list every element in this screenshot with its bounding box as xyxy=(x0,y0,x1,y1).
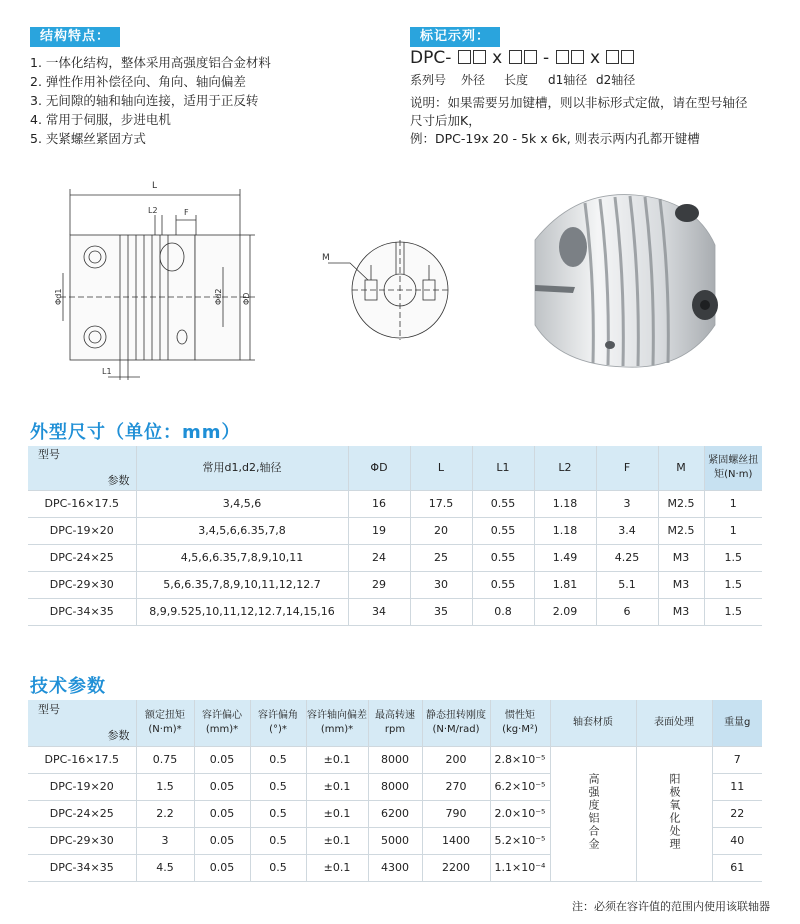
table-cell: 29 xyxy=(348,571,410,598)
features-list xyxy=(30,53,271,148)
dims-table-title: 外型尺寸（单位：mm） xyxy=(30,422,241,443)
feature-item: 1. 一体化结构，整体采用高强度铝合金材料 xyxy=(30,55,271,70)
marking-prefix: DPC- xyxy=(410,48,452,68)
table-cell: ±0.1 xyxy=(306,854,368,881)
side-view-drawing xyxy=(54,175,260,390)
marking-sub-series: 系列号 xyxy=(410,73,447,87)
feature-item: 5. 夹紧螺丝紧固方式 xyxy=(30,131,146,146)
surface-cell xyxy=(636,746,712,881)
placeholder-box xyxy=(621,50,634,64)
marking-note xyxy=(410,94,748,148)
table-cell: 0.05 xyxy=(194,854,250,881)
table-cell: 0.5 xyxy=(250,827,306,854)
table-cell: 4300 xyxy=(368,854,422,881)
table-cell: 4,5,6,6.35,7,8,9,10,11 xyxy=(136,544,348,571)
table-cell: 22 xyxy=(712,800,762,827)
table-cell: 5.1 xyxy=(596,571,658,598)
table-cell: 0.55 xyxy=(472,544,534,571)
table-cell: 8,9,9.525,10,11,12,12.7,14,15,16 xyxy=(136,598,348,625)
table-cell: 3,4,5,6,6.35,7,8 xyxy=(136,517,348,544)
corner-model: 型号 xyxy=(38,447,60,461)
table-cell: 1.49 xyxy=(534,544,596,571)
table-cell: 1.5 xyxy=(704,598,762,625)
table-row xyxy=(28,598,762,625)
table-cell: 6.2×10⁻⁵ xyxy=(490,773,550,800)
dims-header: M xyxy=(658,446,704,490)
table-cell: 6 xyxy=(596,598,658,625)
tech-header: 惯性矩(kg·M²) xyxy=(490,700,550,746)
model-cell: DPC-34×35 xyxy=(28,598,136,625)
label-d2: Φd2 xyxy=(214,288,223,305)
placeholder-box xyxy=(509,50,522,64)
table-cell: M2.5 xyxy=(658,490,704,517)
surface-text: 阳极氧化处理 xyxy=(668,773,681,851)
marking-sub-d2: d2轴径 xyxy=(596,73,636,87)
marking-dash: - xyxy=(543,48,550,68)
table-cell: 8000 xyxy=(368,746,422,773)
table-row xyxy=(28,517,762,544)
model-cell: DPC-16×17.5 xyxy=(28,490,136,517)
end-view-drawing xyxy=(310,235,470,345)
table-cell: 2.0×10⁻⁵ xyxy=(490,800,550,827)
dims-table xyxy=(28,446,762,626)
table-cell: 3 xyxy=(136,827,194,854)
table-cell: 1.5 xyxy=(136,773,194,800)
table-cell: 4.5 xyxy=(136,854,194,881)
label-d1: Φd1 xyxy=(54,288,63,305)
table-cell: 0.55 xyxy=(472,517,534,544)
table-cell: 35 xyxy=(410,598,472,625)
table-cell: 0.5 xyxy=(250,800,306,827)
table-cell: M3 xyxy=(658,571,704,598)
feature-item: 4. 常用于伺服，步进电机 xyxy=(30,112,171,127)
table-cell: 1.5 xyxy=(704,571,762,598)
model-cell: DPC-19×20 xyxy=(28,517,136,544)
feature-item: 3. 无间隙的轴和轴向连接，适用于正反转 xyxy=(30,93,259,108)
model-cell: DPC-24×25 xyxy=(28,800,136,827)
table-cell: 5.2×10⁻⁵ xyxy=(490,827,550,854)
table-cell: 1.18 xyxy=(534,490,596,517)
tech-header: 最高转速rpm xyxy=(368,700,422,746)
model-cell: DPC-19×20 xyxy=(28,773,136,800)
tech-header-row xyxy=(28,700,762,746)
table-cell: 0.05 xyxy=(194,827,250,854)
table-row xyxy=(28,571,762,598)
table-cell: 25 xyxy=(410,544,472,571)
dims-header: 常用d1,d2,轴径 xyxy=(136,446,348,490)
marking-x1: x xyxy=(492,48,503,68)
model-cell: DPC-24×25 xyxy=(28,544,136,571)
table-cell: 0.05 xyxy=(194,746,250,773)
footnote: 注：必须在容许值的范围内使用该联轴器 xyxy=(572,900,770,913)
table-cell: 1400 xyxy=(422,827,490,854)
note-line: 例：DPC-19x 20 - 5k x 6k, 则表示两内孔都开键槽 xyxy=(410,131,700,146)
table-cell: 0.5 xyxy=(250,854,306,881)
placeholder-box xyxy=(571,50,584,64)
dims-corner-header xyxy=(28,446,136,490)
placeholder-box xyxy=(458,50,471,64)
material-text: 高强度铝合金 xyxy=(587,773,600,851)
model-cell: DPC-16×17.5 xyxy=(28,746,136,773)
table-cell: 5000 xyxy=(368,827,422,854)
table-cell: ±0.1 xyxy=(306,746,368,773)
model-cell: DPC-34×35 xyxy=(28,854,136,881)
table-cell: 3 xyxy=(596,490,658,517)
table-cell: 8000 xyxy=(368,773,422,800)
tech-header: 容许偏角(°)* xyxy=(250,700,306,746)
table-cell: 1.1×10⁻⁴ xyxy=(490,854,550,881)
tech-corner-header xyxy=(28,700,136,746)
table-cell: M2.5 xyxy=(658,517,704,544)
table-cell: ±0.1 xyxy=(306,827,368,854)
tech-header: 容许轴向偏差(mm)* xyxy=(306,700,368,746)
table-cell: 19 xyxy=(348,517,410,544)
table-cell: 11 xyxy=(712,773,762,800)
dims-header: ΦD xyxy=(348,446,410,490)
label-L: L xyxy=(152,181,158,191)
table-cell: 1.81 xyxy=(534,571,596,598)
table-cell: 790 xyxy=(422,800,490,827)
placeholder-box xyxy=(524,50,537,64)
dims-header: F xyxy=(596,446,658,490)
placeholder-box xyxy=(473,50,486,64)
table-cell: 5,6,6.35,7,8,9,10,11,12,12.7 xyxy=(136,571,348,598)
table-cell: M3 xyxy=(658,544,704,571)
table-cell: 7 xyxy=(712,746,762,773)
table-cell: 1 xyxy=(704,490,762,517)
corner-param: 参数 xyxy=(107,728,130,742)
table-cell: 2.09 xyxy=(534,598,596,625)
table-cell: 0.75 xyxy=(136,746,194,773)
table-cell: 3.4 xyxy=(596,517,658,544)
table-row xyxy=(28,746,762,773)
table-cell: 2200 xyxy=(422,854,490,881)
table-cell: 20 xyxy=(410,517,472,544)
table-cell: 0.5 xyxy=(250,746,306,773)
table-cell: 0.8 xyxy=(472,598,534,625)
table-cell: 1.18 xyxy=(534,517,596,544)
table-cell: 6200 xyxy=(368,800,422,827)
tech-header: 容许偏心(mm)* xyxy=(194,700,250,746)
table-cell: 16 xyxy=(348,490,410,517)
table-cell: 0.5 xyxy=(250,773,306,800)
table-cell: 270 xyxy=(422,773,490,800)
table-cell: M3 xyxy=(658,598,704,625)
marking-code xyxy=(410,48,635,68)
table-cell: 2.2 xyxy=(136,800,194,827)
label-D: ΦD xyxy=(242,292,251,305)
label-L2: L2 xyxy=(148,206,158,215)
dims-header: 紧固螺丝扭矩(N·m) xyxy=(704,446,762,490)
material-cell xyxy=(550,746,636,881)
tech-header: 静态扭转刚度(N·M/rad) xyxy=(422,700,490,746)
table-cell: 4.25 xyxy=(596,544,658,571)
tech-table xyxy=(28,700,762,882)
dims-header-row xyxy=(28,446,762,490)
label-F: F xyxy=(184,208,189,217)
marking-sub-od: 外径 xyxy=(461,73,486,87)
marking-sub-d1: d1轴径 xyxy=(548,73,588,87)
table-cell: 40 xyxy=(712,827,762,854)
marking-badge: 标记示列： xyxy=(410,27,500,47)
table-row xyxy=(28,544,762,571)
table-cell: ±0.1 xyxy=(306,773,368,800)
model-cell: DPC-29×30 xyxy=(28,827,136,854)
table-row xyxy=(28,490,762,517)
label-L1: L1 xyxy=(102,367,112,376)
table-cell: 61 xyxy=(712,854,762,881)
note-line: 说明：如果需要另加键槽，则以非标形式定做，请在型号轴径 xyxy=(410,95,748,110)
corner-model: 型号 xyxy=(38,702,60,716)
marking-sub-len: 长度 xyxy=(504,73,529,87)
tech-header: 重量g xyxy=(712,700,762,746)
table-cell: 1.5 xyxy=(704,544,762,571)
label-M: M xyxy=(322,253,330,263)
dims-header: L xyxy=(410,446,472,490)
table-cell: 24 xyxy=(348,544,410,571)
tech-header: 额定扭矩(N·m)* xyxy=(136,700,194,746)
table-cell: 2.8×10⁻⁵ xyxy=(490,746,550,773)
coupling-product-image xyxy=(515,185,730,375)
table-cell: 0.05 xyxy=(194,800,250,827)
tech-header: 表面处理 xyxy=(636,700,712,746)
table-cell: 3,4,5,6 xyxy=(136,490,348,517)
dims-header: L2 xyxy=(534,446,596,490)
marking-x2: x xyxy=(590,48,601,68)
table-cell: 34 xyxy=(348,598,410,625)
table-cell: 0.55 xyxy=(472,490,534,517)
tech-table-title: 技术参数 xyxy=(30,676,106,697)
placeholder-box xyxy=(606,50,619,64)
feature-item: 2. 弹性作用补偿径向、角向、轴向偏差 xyxy=(30,74,246,89)
table-cell: 17.5 xyxy=(410,490,472,517)
corner-param: 参数 xyxy=(107,473,130,487)
placeholder-box xyxy=(556,50,569,64)
tech-header: 轴套材质 xyxy=(550,700,636,746)
note-line: 尺寸后加K， xyxy=(410,113,481,128)
table-cell: 0.05 xyxy=(194,773,250,800)
table-cell: 0.55 xyxy=(472,571,534,598)
model-cell: DPC-29×30 xyxy=(28,571,136,598)
features-badge: 结构特点： xyxy=(30,27,120,47)
table-cell: 200 xyxy=(422,746,490,773)
table-cell: 30 xyxy=(410,571,472,598)
table-cell: 1 xyxy=(704,517,762,544)
dims-header: L1 xyxy=(472,446,534,490)
table-cell: ±0.1 xyxy=(306,800,368,827)
